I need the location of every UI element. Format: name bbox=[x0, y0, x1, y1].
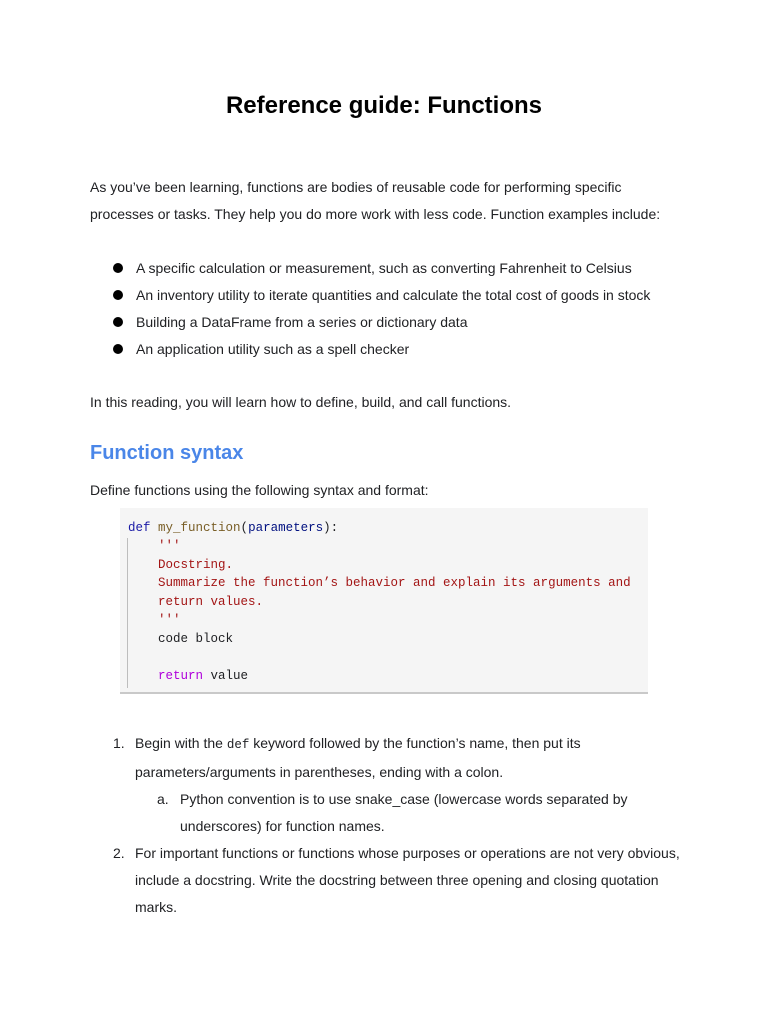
list-item bbox=[90, 282, 650, 309]
open-paren: ( bbox=[240, 521, 249, 535]
indent-guide bbox=[127, 538, 128, 688]
list-item-text: An application utility such as a spell checker bbox=[136, 341, 410, 357]
list-item bbox=[135, 786, 680, 840]
inline-code: def bbox=[226, 738, 250, 752]
list-item-text: Building a DataFrame from a series or dictionary data bbox=[136, 314, 468, 330]
list-item-text: A specific calculation or measurement, such as converting Fahrenheit to Celsius bbox=[136, 260, 632, 276]
step-text: For important functions or functions whose purposes or operations are not very obvious, include a docstring. Write the docstring between three opening and closing quotation marks. bbox=[135, 845, 680, 915]
bullet-icon bbox=[113, 344, 123, 354]
close-paren: ): bbox=[323, 521, 339, 535]
intro-paragraph: As you’ve been learning, functions are bodies of reusable code for performing specific processes or tasks. They help you do more work with less code. Function examples include: bbox=[90, 179, 661, 222]
return-value: value bbox=[203, 669, 249, 683]
bullet-icon bbox=[113, 317, 123, 327]
code-body-line: code block bbox=[158, 632, 234, 646]
list-item-text: An inventory utility to iterate quantities and calculate the total cost of goods in stock bbox=[136, 287, 651, 303]
list-letter: a. bbox=[157, 791, 169, 807]
list-item bbox=[90, 730, 680, 840]
list-item bbox=[90, 336, 650, 363]
docstring-line: return values. bbox=[158, 595, 264, 609]
page-title: Reference guide: Functions bbox=[225, 92, 543, 119]
docstring-line: Docstring. bbox=[158, 558, 234, 572]
bullet-icon bbox=[113, 290, 123, 300]
code-line-def bbox=[128, 521, 338, 535]
step-text-end: keyword followed by the function’s name, then put its parameters/arguments in parentheses, ending with a colon. bbox=[135, 735, 581, 780]
def-keyword: def bbox=[128, 521, 151, 535]
reading-paragraph: In this reading, you will learn how to define, build, and call functions. bbox=[90, 394, 512, 410]
list-item bbox=[90, 309, 650, 336]
list-number: 2. bbox=[113, 845, 125, 861]
code-return-line bbox=[158, 669, 248, 683]
docstring-line: Summarize the function’s behavior and explain its arguments and bbox=[158, 576, 631, 590]
docstring-close: ''' bbox=[158, 613, 181, 627]
parameter-name: parameters bbox=[248, 521, 324, 535]
return-keyword: return bbox=[158, 669, 204, 683]
define-paragraph: Define functions using the following syntax and format: bbox=[90, 482, 429, 498]
steps-list bbox=[90, 730, 680, 921]
sub-item-text: Python convention is to use snake_case (lowercase words separated by underscores) for function names. bbox=[180, 791, 628, 834]
examples-list bbox=[90, 255, 650, 363]
list-item bbox=[90, 255, 650, 282]
bullet-icon bbox=[113, 263, 123, 273]
docstring-open: ''' bbox=[158, 539, 181, 553]
sub-list bbox=[135, 786, 680, 840]
list-item bbox=[90, 840, 680, 921]
list-number: 1. bbox=[113, 735, 125, 751]
step-text-start: Begin with the bbox=[135, 735, 227, 751]
function-name: my_function bbox=[158, 521, 241, 535]
section-heading: Function syntax bbox=[90, 442, 244, 464]
